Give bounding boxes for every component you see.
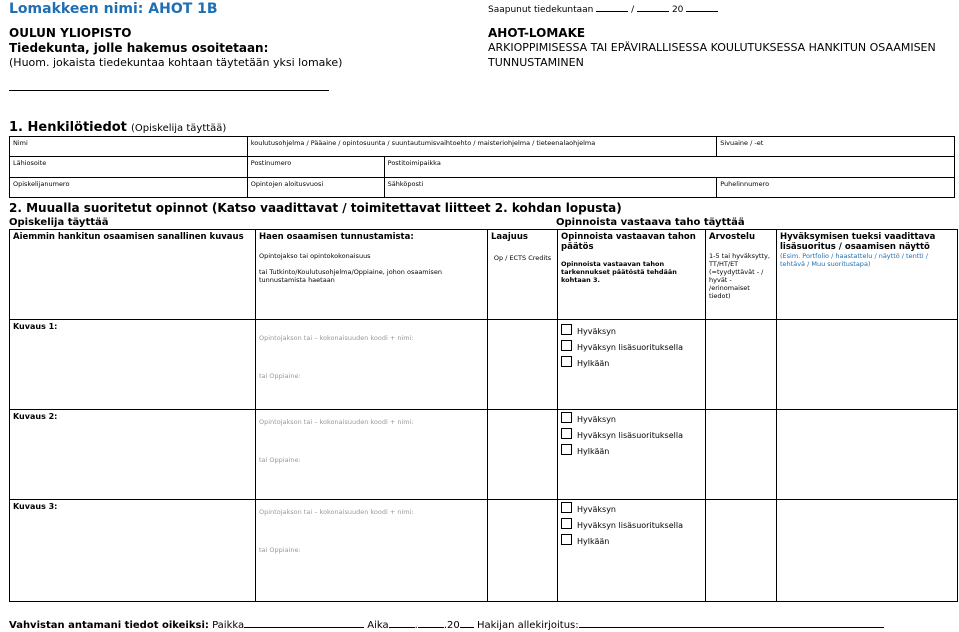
signature-line[interactable] [579,627,884,628]
table-row [10,500,958,602]
field-email[interactable]: Sähköposti [384,178,717,198]
additional-cell[interactable] [777,320,958,410]
checkbox[interactable] [561,340,572,351]
table-row [10,320,958,410]
description-cell[interactable]: Kuvaus 2: [10,410,256,500]
col-scope-header: Laajuus Op / ECTS Credits [488,230,558,320]
col-grading-header: Arvostelu 1-5 tai hyväksytty, TT/HT/ET (=tyydyttävät - / hyvät - /erinomaiset tiedot) [706,230,777,320]
checkbox[interactable] [561,534,572,545]
description-cell[interactable]: Kuvaus 3: [10,500,256,602]
option-accept[interactable]: Hyväksyn [561,412,702,428]
grading-cell[interactable] [706,500,777,602]
option-reject[interactable]: Hylkään [561,534,702,550]
form-title: Lomakkeen nimi: AHOT 1B [9,1,218,17]
received-label: Saapunut tiedekuntaan [488,5,594,15]
decision-cell [558,410,706,500]
grading-cell[interactable] [706,320,777,410]
header-row [10,230,958,320]
decision-cell [558,500,706,602]
checkbox[interactable] [561,412,572,423]
personal-info-table [9,136,955,198]
additional-cell[interactable] [777,500,958,602]
option-reject[interactable]: Hylkään [561,444,702,460]
decision-cell [558,320,706,410]
faculty-note: (Huom. jokaista tiedekuntaa kohtaan täytetään yksi lomake) [9,56,343,69]
year-line[interactable] [460,627,474,628]
option-accept-additional[interactable]: Hyväksyn lisäsuorituksella [561,428,702,444]
recognition-cell[interactable]: Opintojakson tai – kokonaisuuden koodi + nimi: tai Oppiaine: [256,320,488,410]
field-student-number[interactable]: Opiskelijanumero [10,178,248,198]
col-decision-header: Opinnoista vastaavan tahon päätös Opinnoista vastaavan tahon tarkennukset päätöstä tehdään kohtaan 3. [558,230,706,320]
checkbox[interactable] [561,324,572,335]
field-city[interactable]: Postitoimipaikka [384,157,954,178]
faculty-label: Tiedekunta, jolle hakemus osoitetaan: [9,41,269,55]
scope-cell[interactable] [488,410,558,500]
table-row [10,410,958,500]
recognition-cell[interactable]: Opintojakson tai – kokonaisuuden koodi + nimi: tai Oppiaine: [256,500,488,602]
additional-cell[interactable] [777,410,958,500]
section1-heading: 1. Henkilötiedot (Opiskelija täyttää) [9,120,227,135]
field-programme[interactable]: koulutusohjelma / Pääaine / opintosuunta / suuntautumisvaihtoehto / maisteriohjelma / tieteenalaohjelma [247,137,716,157]
field-minor[interactable]: Sivuaine / -et [717,137,955,157]
section2-heading: 2. Muualla suoritetut opinnot (Katso vaadittavat / toimitettavat liitteet 2. kohdan lopusta) [9,201,622,215]
checkbox[interactable] [561,502,572,513]
recognition-cell[interactable]: Opintojakson tai – kokonaisuuden koodi + nimi: tai Oppiaine: [256,410,488,500]
form-subtitle-1: ARKIOPPIMISESSA TAI EPÄVIRALLISESSA KOULUTUKSESSA HANKITUN OSAAMISEN [488,41,936,54]
col-additional-header: Hyväksymisen tueksi vaadittava lisäsuoritus / osaamisen näyttö (Esim. Portfolio / haastattelu / näyttö / tentti / tehtävä / Muu suoritustapa) [777,230,958,320]
checkbox[interactable] [561,444,572,455]
responsible-fills-note: Opinnoista vastaava taho täyttää [556,217,745,228]
option-accept-additional[interactable]: Hyväksyn lisäsuorituksella [561,340,702,356]
option-accept[interactable]: Hyväksyn [561,502,702,518]
studies-table [9,229,958,602]
grading-cell[interactable] [706,410,777,500]
university-name: OULUN YLIOPISTO [9,26,132,40]
faculty-input-line[interactable] [9,90,329,91]
field-phone[interactable]: Puhelinnumero [717,178,955,198]
col-recognition-header: Haen osaamisen tunnustamista: Opintojakso tai opintokokonaisuus tai Tutkinto/Koulutusohjelma/Oppiaine, johon osaamisen tunnustamista haetaan [256,230,488,320]
month-line[interactable] [418,627,444,628]
option-accept[interactable]: Hyväksyn [561,324,702,340]
checkbox[interactable] [561,428,572,439]
checkbox[interactable] [561,518,572,529]
day-line[interactable] [389,627,415,628]
option-reject[interactable]: Hylkään [561,356,702,372]
scope-cell[interactable] [488,500,558,602]
form-name: AHOT-LOMAKE [488,26,586,40]
option-accept-additional[interactable]: Hyväksyn lisäsuorituksella [561,518,702,534]
field-postcode[interactable]: Postinumero [247,157,384,178]
footer-confirmation: Vahvistan antamani tiedot oikeiksi: Paikka Aika . .20 Hakijan allekirjoitus: [9,620,884,631]
place-line[interactable] [244,627,364,628]
col-description-header: Aiemmin hankitun osaamisen sanallinen kuvaus [10,230,256,320]
description-cell[interactable]: Kuvaus 1: [10,320,256,410]
student-fills-note: Opiskelija täyttää [9,217,109,228]
checkbox[interactable] [561,356,572,367]
field-address[interactable]: Lähiosoite [10,157,248,178]
field-start-year[interactable]: Opintojen aloitusvuosi [247,178,384,198]
scope-cell[interactable] [488,320,558,410]
received-date[interactable]: Saapunut tiedekuntaan / 20 [488,5,718,15]
field-name[interactable]: Nimi [10,137,248,157]
form-subtitle-2: TUNNUSTAMINEN [488,56,584,69]
